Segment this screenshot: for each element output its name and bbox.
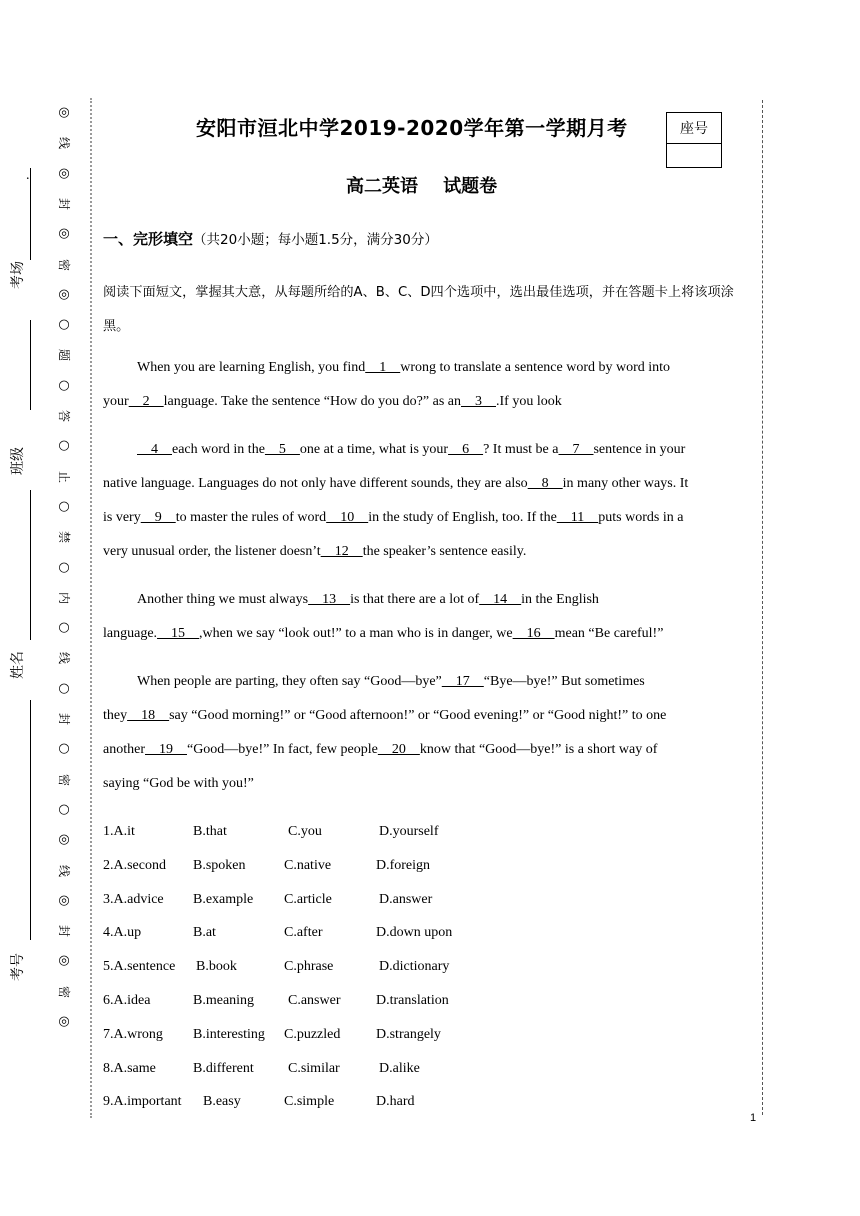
passage-text: “Good—bye!” In fact, few people xyxy=(186,742,378,757)
passage-line xyxy=(103,776,254,792)
option-choice: B.easy xyxy=(203,1094,241,1110)
double-circle-mark: ◎ xyxy=(58,953,70,969)
answer-blank: 9 xyxy=(140,510,176,525)
exam-room-label: 考场 xyxy=(10,261,26,289)
name-line xyxy=(30,490,31,640)
option-choice: D.hard xyxy=(376,1094,415,1110)
passage-text: in the study of English, too. If the xyxy=(368,510,557,525)
seal-char: 禁 xyxy=(57,531,71,544)
answer-blank: 10 xyxy=(326,510,369,525)
circle-mark: ○ xyxy=(58,680,70,696)
passage-text: is very xyxy=(103,510,141,525)
answer-blank: 15 xyxy=(157,626,200,641)
section-heading xyxy=(103,228,438,249)
circle-mark: ○ xyxy=(58,620,70,636)
circle-mark: ○ xyxy=(58,741,70,757)
passage-line xyxy=(103,544,526,560)
option-choice: D.translation xyxy=(376,993,449,1008)
option-choice: C.after xyxy=(284,925,323,941)
passage-text: in the English xyxy=(521,592,599,607)
option-choice: B.that xyxy=(193,824,227,839)
passage-line xyxy=(103,626,663,642)
circle-mark: ○ xyxy=(58,438,70,454)
passage-text: another xyxy=(103,742,145,757)
passage-text: language. Take the sentence “How do you do?” as an xyxy=(163,394,461,409)
option-choice: D.alike xyxy=(379,1060,420,1076)
double-circle-mark: ◎ xyxy=(58,105,70,120)
passage-text: know that “Good—bye!” is a short way of xyxy=(419,742,658,757)
option-choice: C.phrase xyxy=(284,959,334,975)
passage-text: wrong to translate a sentence word by word into xyxy=(400,360,671,375)
passage-line xyxy=(137,674,645,690)
option-choice: B.interesting xyxy=(193,1026,265,1042)
answer-blank: 5 xyxy=(264,442,300,457)
seal-char: 内 xyxy=(57,591,71,604)
double-circle-mark: ◎ xyxy=(58,892,70,908)
answer-blank: 20 xyxy=(377,742,420,757)
section-title: 一、完形填空 xyxy=(103,230,194,248)
paper-subtitle: 高二英语 试题卷 xyxy=(346,176,498,197)
option-choice: 9.A.important xyxy=(103,1094,182,1110)
option-choice: 5.A.sentence xyxy=(103,959,176,975)
student-id-line xyxy=(30,700,31,940)
passage-line xyxy=(103,708,666,724)
double-circle-mark: ◎ xyxy=(58,286,70,302)
passage-text: your xyxy=(103,394,129,409)
option-choice: 4.A.up xyxy=(103,925,142,941)
passage-text: in many other ways. It xyxy=(562,476,689,491)
option-choice: 6.A.idea xyxy=(103,993,151,1008)
option-choice: D.down upon xyxy=(376,925,453,941)
seal-char: 密 xyxy=(57,985,71,998)
answer-blank: 2 xyxy=(128,394,164,409)
exam-room-field xyxy=(6,168,36,318)
passage-line xyxy=(103,476,688,492)
double-circle-mark: ◎ xyxy=(58,1014,70,1029)
answer-blank: 14 xyxy=(479,592,522,607)
name-field xyxy=(6,490,36,690)
answer-blank: 17 xyxy=(441,674,484,689)
option-choice: B.meaning xyxy=(193,993,255,1008)
student-id-field xyxy=(6,700,36,990)
passage-text: ,when we say “look out!” to a man who is in danger, we xyxy=(199,626,513,641)
answer-blank: 12 xyxy=(320,544,363,559)
binding-dotted-line xyxy=(90,98,92,1118)
page-number: 1 xyxy=(750,1112,757,1124)
answer-blank: 16 xyxy=(512,626,555,641)
answer-blank: 11 xyxy=(556,510,599,525)
answer-blank: 18 xyxy=(127,708,170,723)
passage-text: When people are parting, they often say “Good—bye” xyxy=(137,674,442,689)
answer-blank: 3 xyxy=(461,394,496,409)
option-choice: C.puzzled xyxy=(284,1026,341,1042)
option-choice: C.article xyxy=(284,891,332,907)
option-choice: D.foreign xyxy=(376,857,431,873)
passage-text: saying “God be with you!” xyxy=(103,776,254,791)
passage-text: very unusual order, the listener doesn’t xyxy=(103,544,321,559)
option-choice: B.example xyxy=(193,891,254,907)
passage-text: sentence in your xyxy=(593,442,686,457)
seal-char: 答 xyxy=(57,409,71,422)
class-line xyxy=(30,320,31,410)
name-label: 姓名 xyxy=(10,651,26,679)
circle-mark: ○ xyxy=(58,317,70,333)
seal-char: 密 xyxy=(57,258,71,271)
option-choice: C.you xyxy=(288,824,322,839)
seat-number-label: 座号 xyxy=(667,113,721,144)
exam-title: 安阳市洹北中学2019-2020学年第一学期月考 xyxy=(196,116,628,140)
option-choice: C.simple xyxy=(284,1094,335,1110)
option-choice: B.at xyxy=(193,925,216,941)
seal-char: 密 xyxy=(57,773,71,786)
exam-room-line xyxy=(30,168,31,260)
passage-text: Another thing we must always xyxy=(137,592,309,607)
option-choice: B.book xyxy=(196,959,237,975)
seal-char: 题 xyxy=(57,349,71,362)
passage-text: native language. Languages do not only have different sounds, they are also xyxy=(103,476,528,491)
answer-blank: 19 xyxy=(144,742,187,757)
passage-line xyxy=(103,510,683,526)
double-circle-mark: ◎ xyxy=(58,832,70,848)
seal-char: 封 xyxy=(57,712,71,725)
option-choice: B.spoken xyxy=(193,857,246,873)
option-choice: 8.A.same xyxy=(103,1060,156,1076)
passage-line xyxy=(137,442,685,458)
passage-text: is that there are a lot of xyxy=(350,592,480,607)
option-choice: B.different xyxy=(193,1060,254,1076)
class-label: 班级 xyxy=(10,447,26,475)
seat-number-box xyxy=(666,112,722,168)
circle-mark: ○ xyxy=(58,498,70,514)
passage-line xyxy=(103,742,657,758)
answer-blank: 6 xyxy=(448,442,484,457)
passage-text: ? It must be a xyxy=(483,442,559,457)
option-choice: D.strangely xyxy=(376,1026,441,1042)
circle-mark: ○ xyxy=(58,377,70,393)
option-choice: 7.A.wrong xyxy=(103,1026,163,1042)
instructions: 阅读下面短文，掌握其大意，从每题所给的A、B、C、D四个选项中，选出最佳选项，并在答题卡上将该项涂黑。 xyxy=(103,285,734,334)
double-circle-mark: ◎ xyxy=(58,165,70,181)
seal-char: 线 xyxy=(57,137,71,150)
passage-text: each word in the xyxy=(172,442,265,457)
seal-char: 封 xyxy=(57,197,71,210)
option-choice: 1.A.it xyxy=(103,824,135,839)
passage-text: one at a time, what is your xyxy=(299,442,449,457)
answer-blank: 1 xyxy=(365,360,401,375)
option-choice: D.yourself xyxy=(379,824,439,839)
option-choice: C.similar xyxy=(288,1060,340,1076)
passage-line xyxy=(103,394,562,410)
passage-text: say “Good morning!” or “Good afternoon!” or “Good evening!” or “Good night!” to one xyxy=(169,708,667,723)
right-margin-line xyxy=(762,100,763,1115)
answer-blank: 13 xyxy=(308,592,351,607)
student-id-label: 考号 xyxy=(10,953,26,981)
option-choice: C.answer xyxy=(288,993,341,1008)
seal-char: 封 xyxy=(57,925,71,938)
seal-char: 线 xyxy=(57,652,71,665)
dot-mark: . xyxy=(26,168,30,183)
passage-text: language. xyxy=(103,626,158,641)
passage-text: When you are learning English, you find xyxy=(137,360,366,375)
circle-mark: ○ xyxy=(58,801,70,817)
passage-text: the speaker’s sentence easily. xyxy=(362,544,527,559)
answer-blank: 4 xyxy=(137,442,172,457)
circle-mark: ○ xyxy=(58,559,70,575)
passage-text: .If you look xyxy=(496,394,562,409)
seal-char: 止 xyxy=(57,470,71,483)
class-field xyxy=(6,320,36,500)
section-note: （共20小题；每小题1.5分，满分30分） xyxy=(193,232,438,248)
answer-blank: 7 xyxy=(558,442,594,457)
option-choice: D.answer xyxy=(379,891,433,907)
option-choice: 2.A.second xyxy=(103,857,166,873)
passage-line xyxy=(137,360,670,376)
answer-blank: 8 xyxy=(527,476,563,491)
seal-char: 线 xyxy=(57,864,71,877)
passage-text: “Bye—bye!” But sometimes xyxy=(483,674,645,689)
passage-line xyxy=(137,592,599,608)
passage-text: mean “Be careful!” xyxy=(554,626,664,641)
option-choice: C.native xyxy=(284,857,332,873)
passage-text: to master the rules of word xyxy=(175,510,327,525)
passage-text: puts words in a xyxy=(598,510,684,525)
option-choice: 3.A.advice xyxy=(103,891,164,907)
option-choice: D.dictionary xyxy=(379,959,450,975)
double-circle-mark: ◎ xyxy=(58,226,70,242)
passage-text: they xyxy=(103,708,128,723)
